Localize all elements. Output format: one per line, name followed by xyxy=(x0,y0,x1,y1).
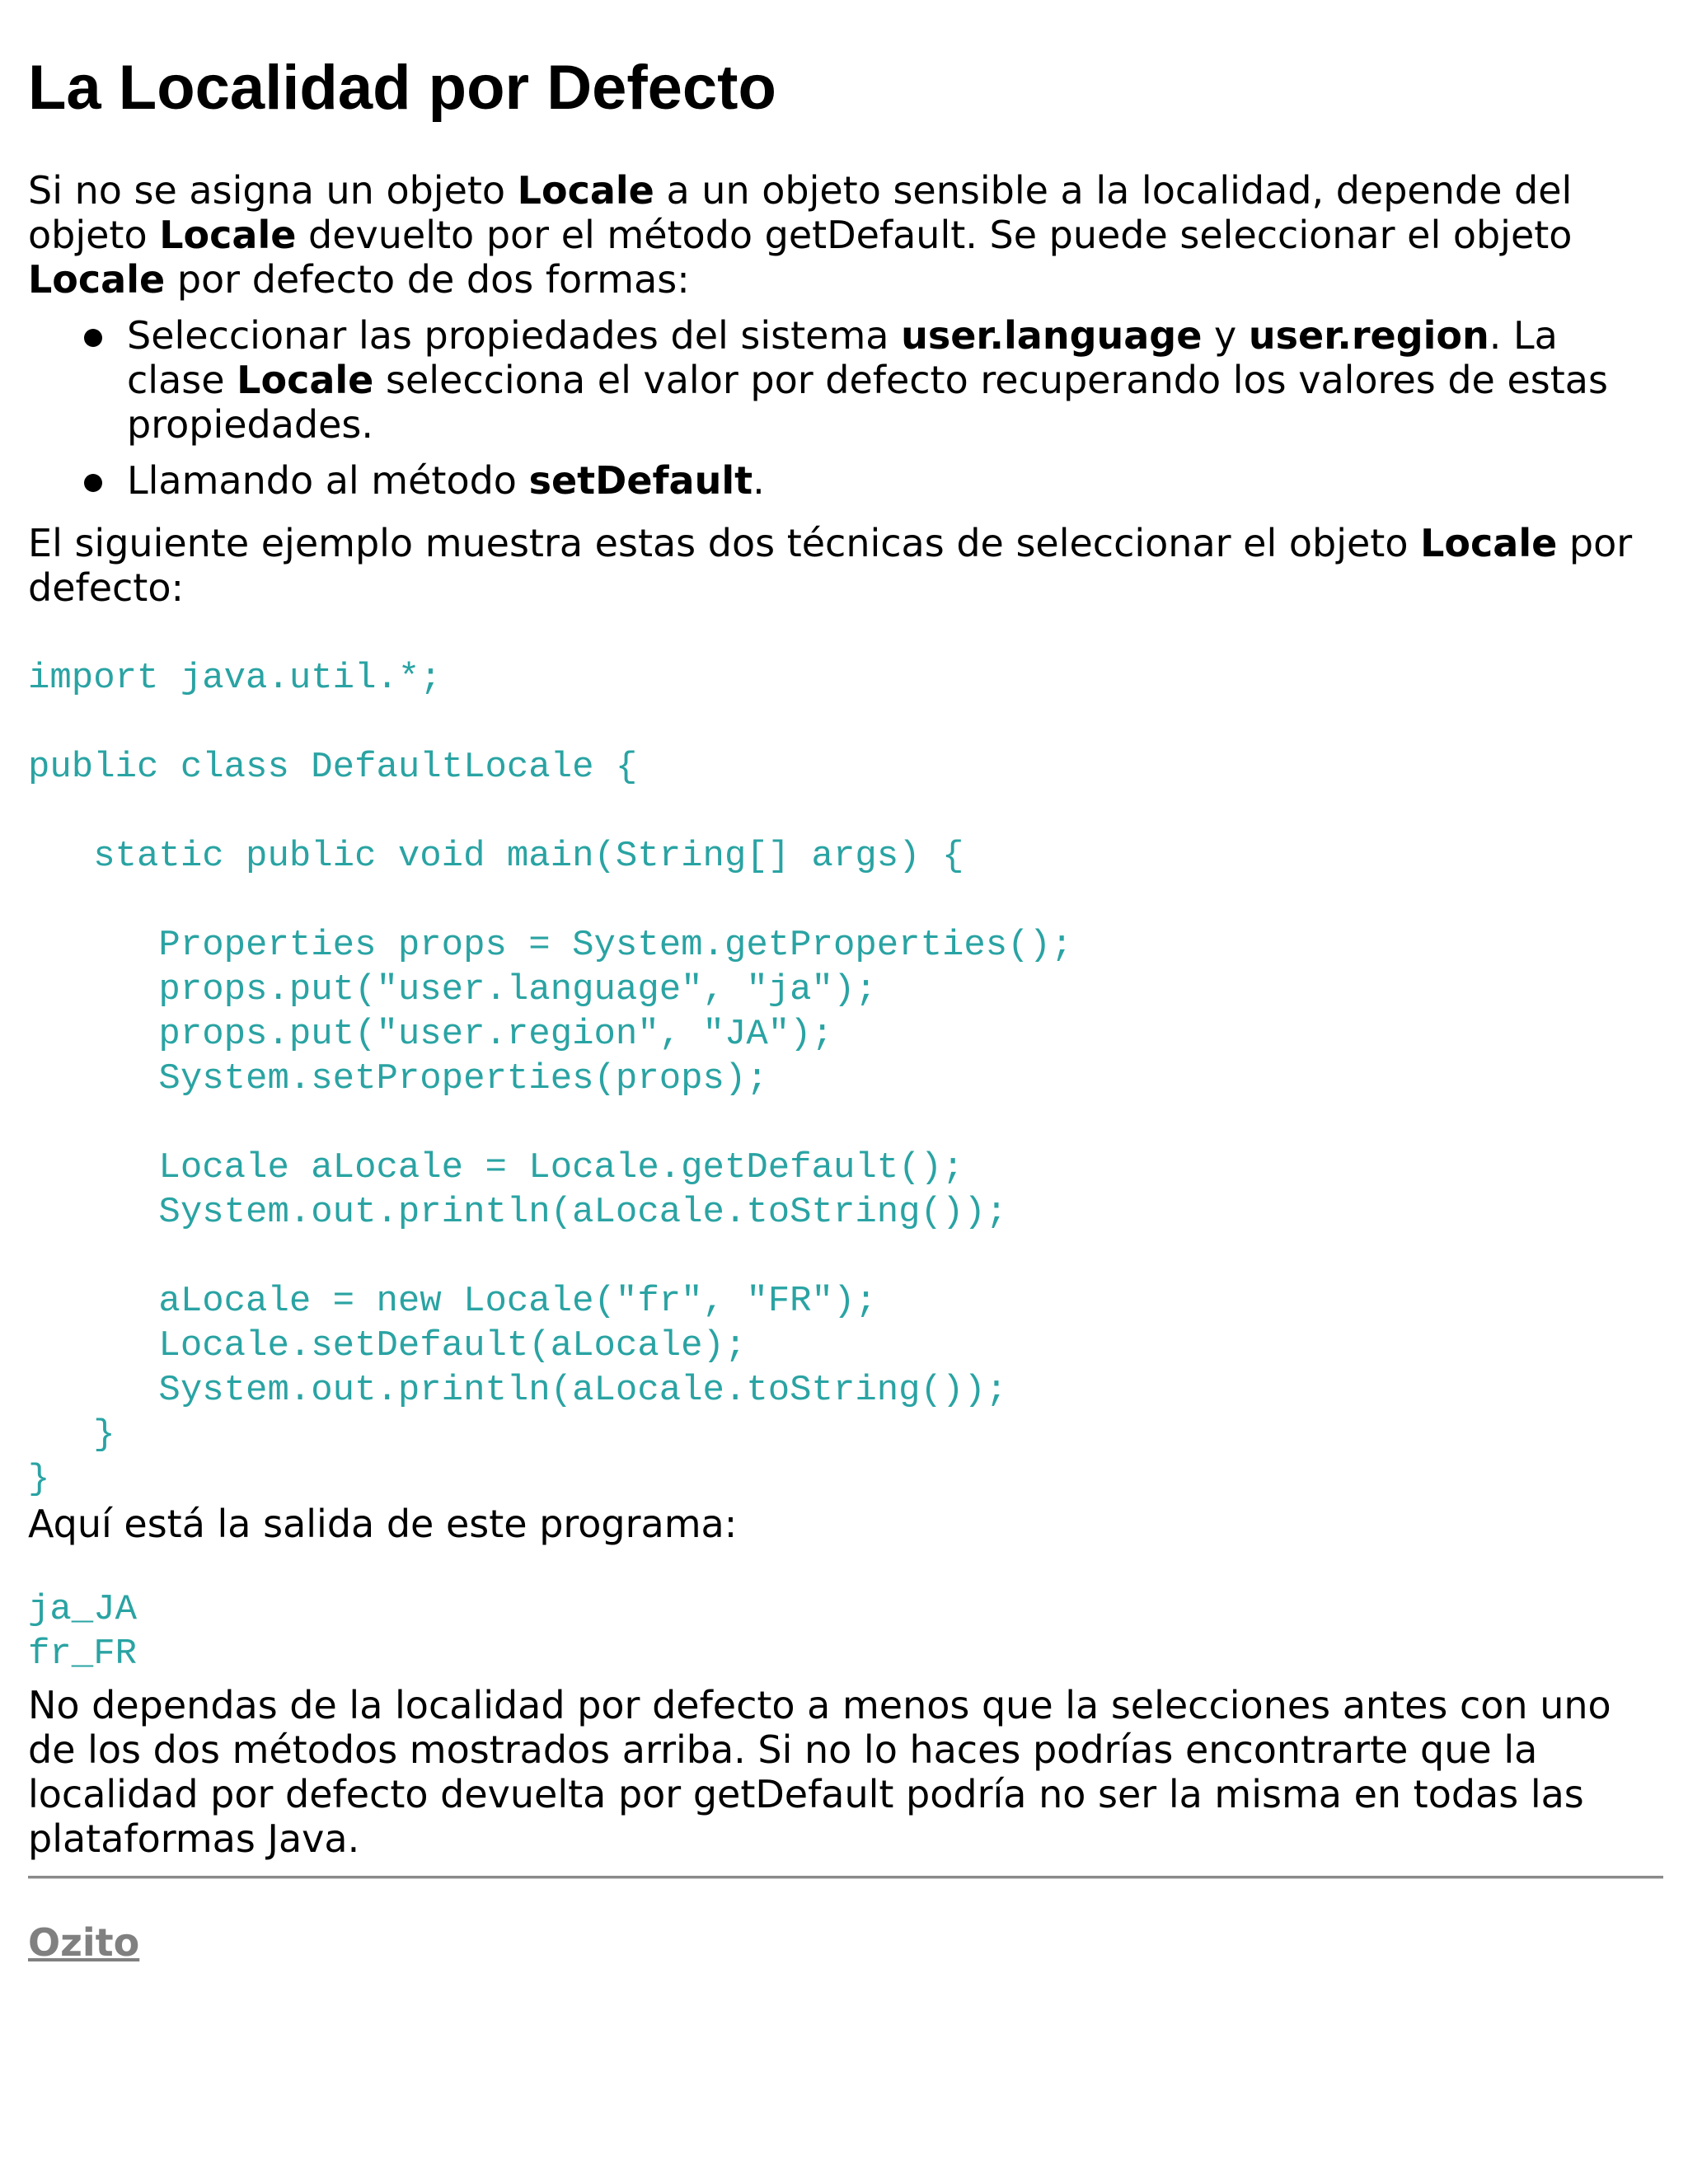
bullet-icon xyxy=(84,474,102,492)
bullet-text: Seleccionar las propiedades del sistema xyxy=(127,313,902,358)
bullet-text: . xyxy=(753,458,765,503)
ozito-link[interactable]: Ozito xyxy=(28,1920,140,1965)
intro-bold-3: Locale xyxy=(28,257,166,302)
bullet-icon xyxy=(84,329,102,347)
list-item xyxy=(127,458,1660,503)
closing-paragraph: No dependas de la localidad por defecto a menos que la selecciones antes con uno de los dos métodos mostrados arriba. Si no lo haces podrías encontrarte que la localidad por defecto devuelta por getDefault podría no ser la misma en todas las plataformas Java. xyxy=(28,1683,1611,1861)
divider xyxy=(28,1876,1663,1879)
example-intro-bold: Locale xyxy=(1420,521,1558,565)
example-intro-text-1: El siguiente ejemplo muestra estas dos técnicas de seleccionar el objeto xyxy=(28,521,1421,565)
program-output: ja_JA fr_FR xyxy=(28,1589,138,1675)
bullet-bold: user.language xyxy=(901,313,1203,358)
bullet-text: selecciona el valor por defecto recuperando los valores de estas propiedades. xyxy=(127,358,1608,447)
example-intro-text-2: por defecto: xyxy=(28,521,1633,610)
intro-text-3: devuelto por el método getDefault. Se puede seleccionar el objeto xyxy=(296,213,1573,257)
intro-paragraph xyxy=(28,168,1660,302)
output-intro: Aquí está la salida de este programa: xyxy=(28,1502,738,1546)
intro-text-2: a un objeto sensible a la localidad, depende del objeto xyxy=(28,168,1573,257)
intro-bold-1: Locale xyxy=(517,168,654,213)
bullet-bold: setDefault xyxy=(528,458,753,503)
intro-bold-2: Locale xyxy=(159,213,297,257)
example-intro-paragraph xyxy=(28,521,1660,610)
bullet-list xyxy=(28,313,1660,503)
bullet-text: Llamando al método xyxy=(127,458,529,503)
page-title: La Localidad por Defecto xyxy=(28,53,776,123)
list-item xyxy=(127,313,1660,447)
code-block: import java.util.*; public class DefaultLocale { static public void main(String[] args) { Properties props = System.getProperties(); props.put("user.language", "ja"); props.put("user.region", "JA"); System.setProperties(props); Locale aLocale = Locale.getDefault(); System.out.println(aLocale.toString()); aLocale = new Locale("fr", "FR"); Locale.setDefault(aLocale); System.out.println(aLocale.toString()); } } xyxy=(28,658,1073,1500)
intro-text-1: Si no se asigna un objeto xyxy=(28,168,518,213)
bullet-bold: user.region xyxy=(1248,313,1489,358)
intro-text-4: por defecto de dos formas: xyxy=(165,257,690,302)
bullet-text: . La clase xyxy=(127,313,1558,402)
bullet-bold: Locale xyxy=(237,358,374,402)
bullet-text: y xyxy=(1202,313,1249,358)
